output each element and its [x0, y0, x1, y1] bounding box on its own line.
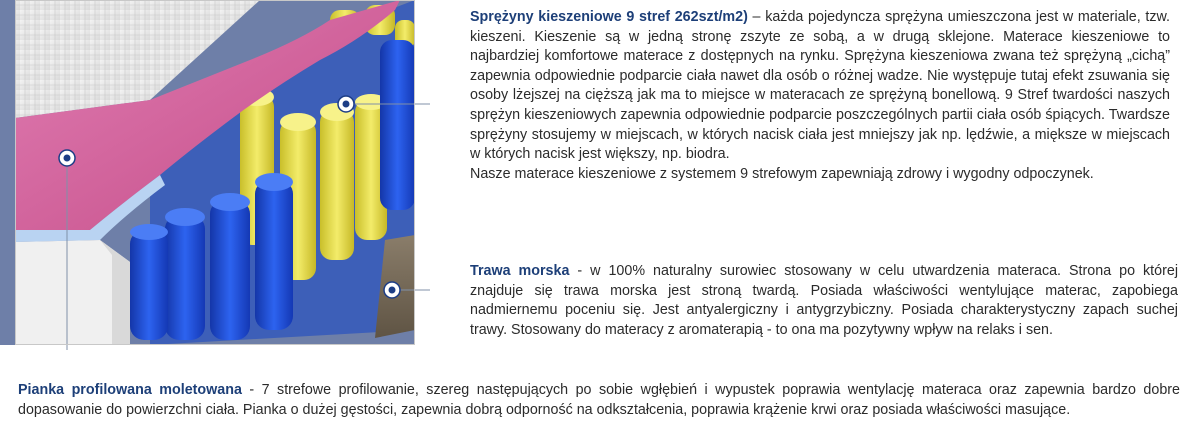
foam-term: Pianka profilowana moletowana	[18, 382, 242, 398]
springs-description	[470, 8, 1170, 184]
mattress-cross-section-illustration	[0, 0, 430, 350]
springs-paragraph	[470, 8, 1170, 165]
seagrass-marker-icon	[384, 282, 400, 298]
seagrass-term: Trawa morska	[470, 263, 570, 279]
foam-description	[18, 381, 1180, 420]
springs-term: Sprężyny kieszeniowe 9 stref 262szt/m2)	[470, 9, 748, 25]
springs-summary: Nasze materace kieszeniowe z systemem 9 strefowym zapewniają zdrowy i wygodny odpoczynek.	[470, 165, 1094, 182]
springs-marker-icon	[338, 96, 354, 112]
seagrass-description	[470, 262, 1178, 340]
seagrass-text: - w 100% naturalny surowiec stosowany w celu utwardzenia materaca. Strona po której znajduje się trawa morska jest stroną twardą. Posiada właściwości wentylujące materac, zapobiega nadmiernemu poceniu się. Jest antyalergiczny i antygrzybiczny. Posiada charakterystyczny zapach suchej trawy. Stosowany do materacy z aromaterapią - to ona ma pozytywny wpływ na relaks i sen.	[470, 263, 1178, 338]
foam-text: - 7 strefowe profilowanie, szereg następujących po sobie wgłębień i wypustek poprawia wentylację materaca oraz zapewnia bardzo dobre dopasowanie do powierzchni ciała. Pianka o dużej gęstości, zapewnia dobrą odporność na odkształcenia, poprawia krążenie krwi oraz posiada właściwości masujące.	[18, 382, 1180, 418]
springs-text: – każda pojedyncza sprężyna umieszczona jest w materiale, tzw. kieszeni. Kieszenie są w jedną stronę zszyte ze sobą, a w drugą sklejone. Materace kieszeniowe to najbardziej komfortowe materace z dostępnych na rynku. Sprężyna kieszeniowa zwana też sprężyną „cichą” zapewnia odpowiednie podparcie ciała nawet dla osób o różnej wadze. Nie występuje tutaj efekt zsuwania się osoby lżejszej na cięższą jak ma to miejsce w materacach ze sprężyną bonellową. 9 Stref twardości naszych sprężyn kieszeniowych zapewnia odpowiednie podparcie poszczególnych partii ciała osób śpiących. Twardsze sprężyny stosujemy w miejscach, w których nacisk ciała jest mniejszy jak np. lędźwie, a miększe w miejscach w których nacisk jest większy, np. biodra.	[470, 9, 1170, 163]
foam-marker-icon	[59, 150, 75, 166]
